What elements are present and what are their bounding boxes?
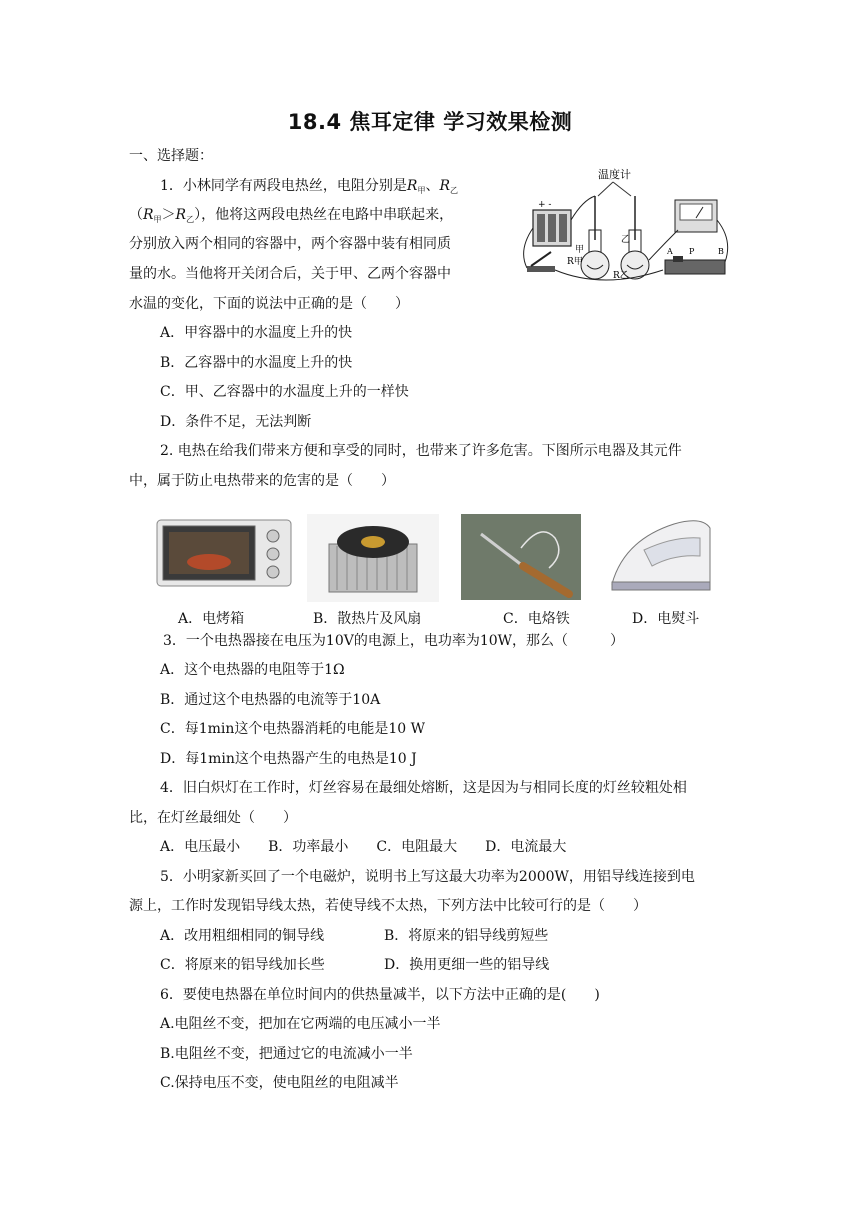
greater-than: ＞ <box>161 207 176 223</box>
q1-line-1 <box>160 176 458 198</box>
q4-options: A．电压最小 B．功率最小 C．电阻最大 D．电流最大 <box>160 839 567 855</box>
heatsink-fan-image <box>307 514 439 602</box>
soldering-iron-image <box>461 514 581 600</box>
q1-option-a: A．甲容器中的水温度上升的快 <box>160 325 353 341</box>
q1-option-c: C．甲、乙容器中的水温度上升的一样快 <box>160 384 409 400</box>
q6-option-a: A.电阻丝不变，把加在它两端的电压减小一半 <box>160 1016 441 1032</box>
q5-option-c: C．将原来的铝导线加长些 <box>160 957 325 973</box>
thermometer-label: 温度计 <box>598 168 631 181</box>
q1-text: ），他将这两段电热丝在电路中串联起来， <box>194 207 454 223</box>
caption-d: D．电熨斗 <box>632 611 700 627</box>
flask-jia-icon <box>581 196 609 279</box>
rheostat-icon <box>665 247 725 274</box>
label-yi: 乙 <box>621 235 631 245</box>
q2-line-2: 中，属于防止电热带来的危害的是（ ） <box>129 473 395 489</box>
svg-text:+ -: + - <box>538 200 552 210</box>
q6-option-b: B.电阻丝不变，把通过它的电流减小一半 <box>160 1046 413 1062</box>
q1-line-4: 量的水。当他将开关闭合后，关于甲、乙两个容器中 <box>129 266 451 282</box>
rheostat-label-b: B <box>718 247 724 256</box>
q3-option-a: A．这个电热器的电阻等于1Ω <box>160 662 345 678</box>
r-symbol: R <box>439 178 450 194</box>
caption-c: C．电烙铁 <box>503 611 570 627</box>
ammeter-icon <box>675 200 717 232</box>
q5-option-a: A．改用粗细相同的铜导线 <box>160 928 325 944</box>
rheostat-label-p: P <box>689 247 695 256</box>
label-r-yi: R乙 <box>613 271 629 281</box>
q1-line-3: 分别放入两个相同的容器中，两个容器中装有相同质 <box>129 236 451 252</box>
subscript: 乙 <box>186 215 195 224</box>
caption-b: B．散热片及风扇 <box>313 611 422 627</box>
subscript: 乙 <box>450 186 458 195</box>
q4-line-2: 比，在灯丝最细处（ ） <box>129 810 297 826</box>
separator: 、 <box>425 178 440 194</box>
subscript: 甲 <box>417 186 426 195</box>
q3-option-c: C．每1min这个电热器消耗的电能是10 W <box>160 721 426 737</box>
r-symbol: R <box>143 207 154 223</box>
q1-text: 1．小林同学有两段电热丝，电阻分别是 <box>160 178 407 194</box>
rheostat-label-a: A <box>667 247 673 256</box>
circuit-diagram <box>513 160 743 300</box>
q2-line-1: 2. 电热在给我们带来方便和享受的同时，也带来了许多危害。下图所示电器及其元件 <box>160 443 682 459</box>
r-symbol: R <box>175 207 187 223</box>
q5-line-2: 源上，工作时发现铝导线太热，若使导线不太热，下列方法中比较可行的是（ ） <box>129 898 647 914</box>
electric-iron-image <box>604 510 718 596</box>
page-title: 18.4 焦耳定律 学习效果检测 <box>287 110 573 134</box>
q3-option-d: D．每1min这个电热器产生的电热是10 J <box>160 751 417 767</box>
section-heading: 一、选择题： <box>129 148 213 164</box>
switch-icon <box>527 252 555 272</box>
q5-line-1: 5．小明家新买回了一个电磁炉，说明书上写这最大功率为2000W，用铝导线连接到电 <box>160 869 695 885</box>
q1-line-5: 水温的变化，下面的说法中正确的是（ ） <box>129 296 409 312</box>
q1-option-b: B．乙容器中的水温度上升的快 <box>160 355 353 371</box>
q3-option-b: B．通过这个电热器的电流等于10A <box>160 692 381 708</box>
label-r-jia: R甲 <box>567 257 583 267</box>
q4-line-1: 4．旧白炽灯在工作时，灯丝容易在最细处熔断，这是因为与相同长度的灯丝较粗处相 <box>160 780 687 796</box>
caption-a: A．电烤箱 <box>178 611 245 627</box>
q3-stem: 3．一个电热器接在电压为10V的电源上，电功率为10W，那么（ ） <box>163 633 625 649</box>
q1-option-d: D．条件不足，无法判断 <box>160 414 312 430</box>
q6-stem: 6．要使电热器在单位时间内的供热量减半，以下方法中正确的是( ) <box>160 987 600 1003</box>
r-symbol: R <box>406 178 418 194</box>
subscript: 甲 <box>153 215 162 224</box>
q1-line-2 <box>129 205 453 227</box>
oven-image <box>155 516 293 590</box>
paren-open: （ <box>129 207 143 223</box>
label-jia: 甲 <box>575 245 585 255</box>
battery-icon <box>533 200 571 246</box>
q5-option-b: B．将原来的铝导线剪短些 <box>384 928 549 944</box>
q6-option-c: C.保持电压不变，使电阻丝的电阻减半 <box>160 1075 399 1091</box>
q5-option-d: D．换用更细一些的铝导线 <box>384 957 550 973</box>
